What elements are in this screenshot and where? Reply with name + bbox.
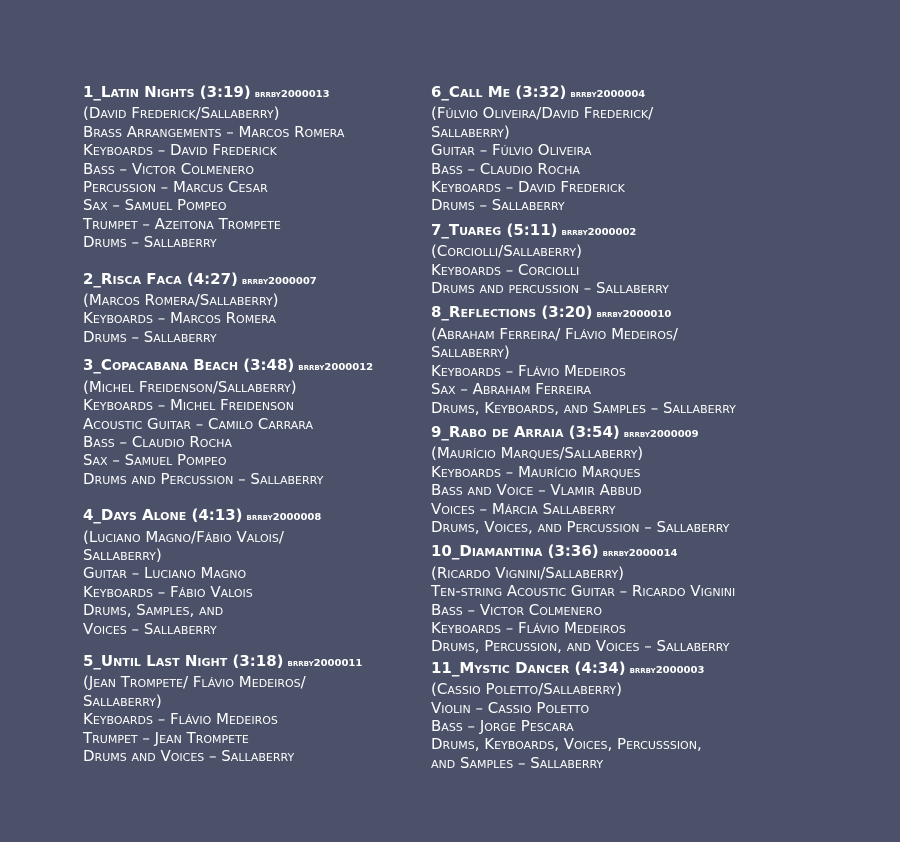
track-credit-block	[431, 221, 851, 298]
credits-column-left	[83, 83, 423, 765]
credit-line: Keyboards – Corciolli	[431, 260, 580, 279]
credit-line: Bass and Voice – Vlamir Abbud	[431, 481, 642, 500]
track-isrc-code: brrby2000007	[241, 275, 317, 287]
credit-line: (Luciano Magno/Fábio Valois/	[83, 527, 284, 546]
credit-line: Sallaberry)	[431, 122, 510, 141]
track-isrc-code: brrby2000013	[254, 89, 330, 100]
track-isrc-code: brrby2000010	[596, 309, 672, 321]
track-title	[431, 221, 851, 242]
credit-line: (Cassio Poletto/Sallaberry)	[431, 680, 622, 699]
credit-line: Keyboards – Marcos Romera	[83, 309, 276, 328]
credit-line: Bass – Victor Colmenero	[431, 600, 602, 619]
credit-line: Brass Arrangements – Marcos Romera	[83, 122, 345, 141]
credit-line: Violin – Cassio Poletto	[431, 698, 590, 717]
credit-line: Bass – Claudio Rocha	[431, 159, 580, 178]
track-title-text: 9_Rabo de Arraia (3:54)	[431, 422, 620, 441]
track-title-text: 8_Reflections (3:20)	[431, 303, 593, 322]
credit-line: Voices – Sallaberry	[83, 619, 217, 638]
track-title	[431, 542, 851, 563]
track-credit-block	[431, 83, 851, 215]
track-credit-block	[431, 423, 851, 536]
credit-line: Guitar – Luciano Magno	[83, 564, 247, 583]
credit-line: Drums, Keyboards, Voices, Percusssion,	[431, 735, 702, 754]
track-title	[431, 303, 851, 324]
track-isrc-code: brrby2000011	[287, 657, 363, 669]
track-credit-block	[431, 659, 851, 772]
track-title-text: 10_Diamantina (3:36)	[431, 542, 599, 561]
track-isrc-code: brrby2000002	[561, 226, 637, 238]
track-isrc-code: brrby2000003	[629, 664, 705, 676]
credit-line: Sax – Samuel Pompeo	[83, 196, 227, 215]
credit-line: (Fúlvio Oliveira/David Frederick/	[431, 104, 654, 123]
credit-line: Keyboards – Fábio Valois	[83, 582, 253, 601]
track-title-text: 4_Days Alone (4:13)	[83, 506, 243, 525]
track-title	[83, 356, 423, 377]
track-isrc-code: brrby2000012	[298, 362, 374, 374]
credit-line: Drums – Sallaberry	[83, 233, 217, 252]
track-title	[431, 83, 851, 104]
track-isrc-code: brrby2000014	[602, 548, 678, 560]
credit-line: Voices – Márcia Sallaberry	[431, 499, 616, 518]
credit-line: Drums and Voices – Sallaberry	[83, 747, 295, 765]
track-isrc-code: brrby2000004	[570, 89, 646, 100]
track-credit-block	[83, 652, 423, 765]
track-title-text: 1_Latin Nights (3:19)	[83, 83, 251, 101]
track-title-text: 2_Risca Faca (4:27)	[83, 269, 238, 288]
track-title-text: 11_Mystic Dancer (4:34)	[431, 658, 626, 677]
track-title	[83, 83, 423, 104]
credit-line: Keyboards – Flávio Medeiros	[431, 361, 626, 380]
credit-line: Guitar – Fúlvio Oliveira	[431, 141, 592, 160]
credit-line: Keyboards – David Frederick	[83, 141, 277, 160]
credit-line: Drums, Percussion, and Voices – Sallaberry	[431, 637, 730, 656]
credit-line: Drums – Sallaberry	[83, 327, 217, 346]
credit-line: Keyboards – Flávio Medeiros	[431, 618, 626, 637]
credit-line: Bass – Claudio Rocha	[83, 432, 232, 451]
credit-line: (Michel Freidenson/Sallaberry)	[83, 377, 297, 396]
credit-line: (Marcos Romera/Sallaberry)	[83, 291, 279, 310]
credit-line: (Corciolli/Sallaberry)	[431, 242, 582, 261]
credit-line: Sax – Abraham Ferreira	[431, 380, 591, 399]
credit-line: Sallaberry)	[83, 691, 162, 710]
credit-line: Keyboards – David Frederick	[431, 178, 625, 197]
track-isrc-code: brrby2000008	[246, 512, 322, 524]
credit-line: Bass – Victor Colmenero	[83, 159, 254, 178]
credit-line: and Samples – Sallaberry	[431, 753, 604, 772]
credit-line: Drums, Voices, and Percussion – Sallaberry	[431, 517, 730, 536]
credit-line: Trumpet – Jean Trompete	[83, 728, 249, 747]
credit-line: Drums – Sallaberry	[431, 196, 565, 215]
track-title-text: 3_Copacabana Beach (3:48)	[83, 356, 295, 375]
credits-column-right	[431, 83, 851, 772]
credit-line: Drums and Percussion – Sallaberry	[83, 469, 324, 488]
credit-line: Drums, Samples, and	[83, 601, 224, 620]
credit-line: Drums, Keyboards, and Samples – Sallaberry	[431, 398, 736, 417]
track-title	[83, 270, 423, 291]
track-credit-block	[431, 303, 851, 416]
credit-line: (Jean Trompete/ Flávio Medeiros/	[83, 673, 306, 692]
credit-line: (David Frederick/Sallaberry)	[83, 104, 280, 123]
track-title	[83, 506, 423, 527]
credit-line: Drums and percussion – Sallaberry	[431, 279, 669, 298]
credit-line: Sallaberry)	[83, 545, 162, 564]
credit-line: Keyboards – Michel Freidenson	[83, 396, 294, 415]
credit-line: (Abraham Ferreira/ Flávio Medeiros/	[431, 324, 678, 343]
credit-line: (Ricardo Vignini/Sallaberry)	[431, 563, 625, 582]
track-credit-block	[83, 356, 423, 488]
track-credit-block	[83, 83, 423, 252]
track-credit-block	[83, 506, 423, 638]
credit-line: Trumpet – Azeitona Trompete	[83, 214, 281, 233]
credit-line: Acoustic Guitar – Camilo Carrara	[83, 414, 314, 433]
track-title	[431, 423, 851, 444]
track-title	[431, 659, 851, 680]
credit-line: Keyboards – Maurício Marques	[431, 462, 641, 481]
track-title-text: 7_Tuareg (5:11)	[431, 220, 558, 239]
track-title-text: 6_Call Me (3:32)	[431, 83, 567, 101]
track-title	[83, 652, 423, 673]
credit-line: Sallaberry)	[431, 343, 510, 362]
credit-line: Keyboards – Flávio Medeiros	[83, 710, 278, 729]
credit-line: Percussion – Marcus Cesar	[83, 178, 268, 197]
track-title-text: 5_Until Last Night (3:18)	[83, 651, 284, 670]
credit-line: Ten-string Acoustic Guitar – Ricardo Vignini	[431, 582, 736, 601]
track-isrc-code: brrby2000009	[623, 428, 699, 440]
credit-line: (Maurício Marques/Sallaberry)	[431, 444, 644, 463]
track-credit-block	[83, 270, 423, 347]
track-credit-block	[431, 542, 851, 655]
credit-line: Sax – Samuel Pompeo	[83, 451, 227, 470]
credit-line: Bass – Jorge Pescara	[431, 717, 574, 735]
